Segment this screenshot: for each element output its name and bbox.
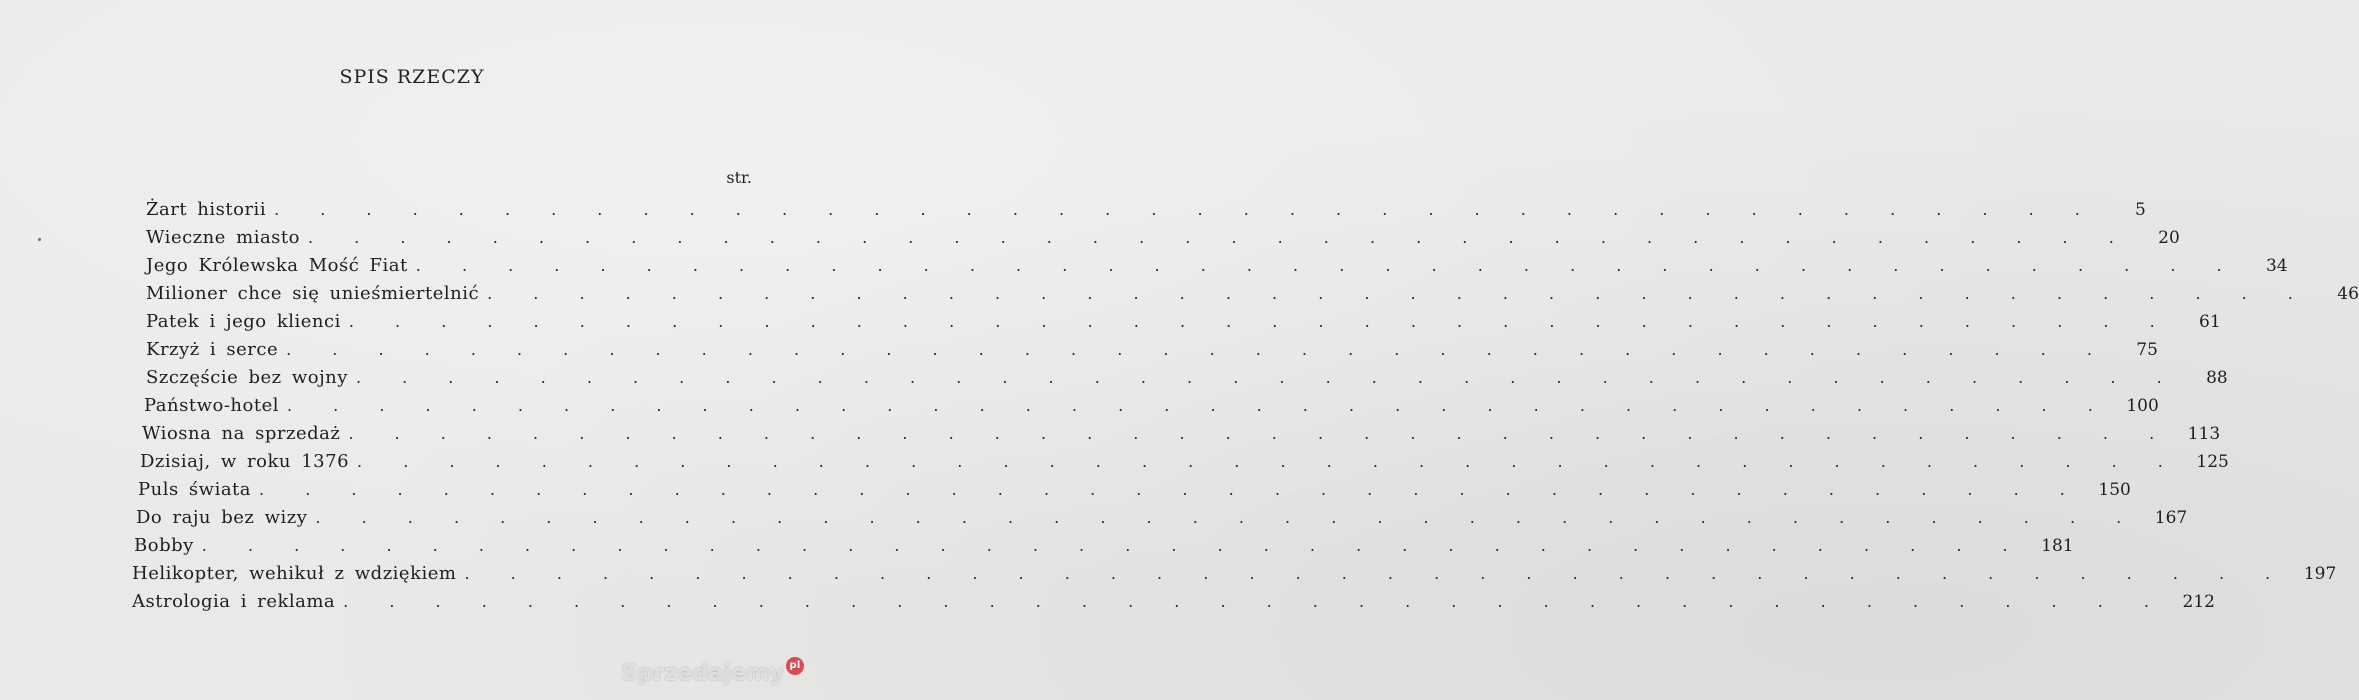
toc-entry: [132, 588, 2215, 616]
toc-leader-dots: . . . . . . . . . . . . . . . . . . . . . . . . . . . . . . . . . . . . . . . .: [415, 256, 2240, 275]
toc-entry-title: Wiosna na sprzedaż: [142, 423, 341, 444]
toc-entry-page-number: 150: [2098, 480, 2131, 500]
paper-speck: [38, 238, 41, 241]
toc-entry-page-number: 125: [2196, 452, 2229, 472]
toc-entry-page-number: 75: [2136, 340, 2158, 360]
toc-leader-dots: . . . . . . . . . . . . . . . . . . . . . . . . . . . . . . . . . . . . . . . .: [348, 312, 2173, 331]
toc-leader-dots: . . . . . . . . . . . . . . . . . . . . . . . . . . . . . . . . . . . . . . . .: [348, 424, 2173, 443]
toc-leader-dots: . . . . . . . . . . . . . . . . . . . . . . . . . . . . . . . . . . . . . . . .: [464, 564, 2289, 583]
toc-entry: [134, 532, 2074, 560]
toc-entry-page-number: 113: [2187, 424, 2221, 444]
toc-entry-page-number: 20: [2158, 228, 2180, 248]
toc-entry: [138, 476, 2131, 504]
toc-entry-title: Bobby: [134, 535, 194, 556]
toc-entry-page-number: 34: [2265, 256, 2288, 276]
toc-leader-dots: . . . . . . . . . . . . . . . . . . . . . . . . . . . . . . . . . . . . . . . .: [274, 200, 2098, 219]
toc-entry: [146, 336, 2158, 364]
toc-entry: [146, 196, 2146, 224]
toc-entry-title: Astrologia i reklama: [132, 591, 336, 612]
toc-entry-page-number: 181: [2041, 536, 2074, 556]
toc-leader-dots: . . . . . . . . . . . . . . . . . . . . . . . . . . . . . . . . . . . . . . . .: [201, 536, 2026, 555]
toc-entry-page-number: 100: [2126, 396, 2159, 416]
toc-entry-title: Żart historii: [146, 199, 267, 220]
toc-entry-title: Krzyż i serce: [146, 339, 279, 360]
toc-entry-title: Helikopter, wehikuł z wdziękiem: [132, 563, 457, 584]
toc-entry-page-number: 167: [2154, 508, 2188, 528]
toc-entry-title: Państwo-hotel: [144, 395, 279, 416]
page-title: SPIS RZECZY: [339, 66, 485, 88]
toc-leader-dots: . . . . . . . . . . . . . . . . . . . . . . . . . . . . . . . . . . . . . . . .: [343, 592, 2167, 611]
toc-leader-dots: . . . . . . . . . . . . . . . . . . . . . . . . . . . . . . . . . . . . . . . .: [308, 228, 2132, 247]
toc-entry-page-number: 88: [2206, 368, 2228, 388]
page-column-label: str.: [726, 168, 752, 187]
toc-entry: [140, 448, 2229, 476]
toc-entry-title: Dzisiaj, w roku 1376: [140, 451, 350, 472]
toc-leader-dots: . . . . . . . . . . . . . . . . . . . . . . . . . . . . . . . . . . . . . . . .: [357, 452, 2181, 471]
toc-entry-page-number: 5: [2135, 200, 2146, 220]
toc-leader-dots: . . . . . . . . . . . . . . . . . . . . . . . . . . . . . . . . . . . . . . . .: [286, 340, 2110, 359]
toc-entry-title: Puls świata: [138, 479, 252, 500]
toc-entry-title: Szczęście bez wojny: [146, 367, 348, 388]
toc-entry-page-number: 212: [2182, 592, 2215, 612]
toc-entry-title: Jego Królewska Mość Fiat: [146, 255, 408, 276]
toc-entry: [146, 252, 2288, 280]
toc-leader-dots: . . . . . . . . . . . . . . . . . . . . . . . . . . . . . . . . . . . . . . . .: [315, 508, 2140, 527]
watermark-logo: [621, 661, 804, 686]
toc-entry: [144, 392, 2159, 420]
toc-leader-dots: . . . . . . . . . . . . . . . . . . . . . . . . . . . . . . . . . . . . . . . .: [487, 284, 2311, 303]
toc-entry: [146, 308, 2221, 336]
toc-entry-page-number: 61: [2199, 312, 2221, 332]
watermark-badge: pl: [786, 657, 804, 675]
toc-entry: [142, 420, 2221, 448]
toc-entry-title: Do raju bez wizy: [136, 507, 308, 528]
toc-entry: [146, 364, 2228, 392]
toc-entry-title: Wieczne miasto: [146, 227, 300, 248]
toc-entry: [146, 280, 2359, 308]
toc-leader-dots: . . . . . . . . . . . . . . . . . . . . . . . . . . . . . . . . . . . . . . . .: [355, 368, 2180, 387]
toc-entry: [146, 224, 2180, 252]
toc-entry: [132, 560, 2337, 588]
toc-leader-dots: . . . . . . . . . . . . . . . . . . . . . . . . . . . . . . . . . . . . . . . .: [259, 480, 2083, 499]
toc-entry: [136, 504, 2188, 532]
toc-leader-dots: . . . . . . . . . . . . . . . . . . . . . . . . . . . . . . . . . . . . . . . .: [287, 396, 2111, 415]
toc-entry-title: Milioner chce się unieśmiertelnić: [146, 283, 480, 304]
toc-entry-page-number: 46: [2337, 284, 2359, 304]
toc-entry-page-number: 197: [2303, 564, 2337, 584]
watermark-text: Sprzedajemy: [621, 661, 784, 686]
toc-entry-title: Patek i jego klienci: [146, 311, 341, 332]
